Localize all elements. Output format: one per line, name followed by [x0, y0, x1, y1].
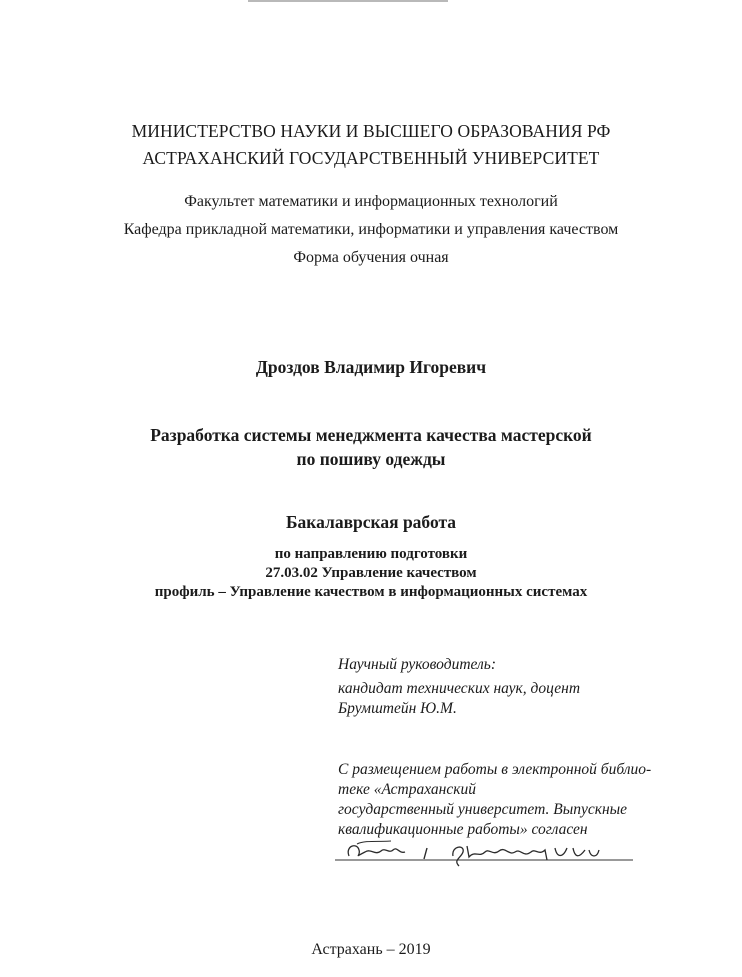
- city-year-footer: Астрахань – 2019: [311, 941, 431, 958]
- agreement-block: [338, 760, 658, 840]
- agreement-line1: С размещением работы в электронной библио-: [338, 761, 652, 778]
- agreement-line4: квалификационные работы» согласен: [338, 821, 588, 838]
- supervisor-name: Брумштейн Ю.М.: [338, 700, 457, 717]
- department-line: Кафедра прикладной математики, информатики и управления качеством: [123, 221, 619, 238]
- author-name: Дроздов Владимир Игоревич: [255, 357, 487, 377]
- supervisor-label: Научный руководитель:: [338, 656, 496, 673]
- faculty-line: Факультет математики и информационных технологий: [184, 193, 558, 210]
- thesis-title-line2: по пошиву одежды: [296, 449, 446, 469]
- direction-block: [0, 545, 742, 602]
- thesis-title-line1: Разработка системы менеджмента качества мастерской: [150, 425, 592, 445]
- agreement-line2: теке «Астраханский: [338, 781, 476, 798]
- institution-block: [0, 118, 742, 172]
- thesis-title: [0, 423, 742, 471]
- work-type: Бакалаврская работа: [285, 512, 457, 532]
- profile-line: профиль – Управление качеством в информационных системах: [154, 584, 588, 600]
- university-line: АСТРАХАНСКИЙ ГОСУДАРСТВЕННЫЙ УНИВЕРСИТЕТ: [142, 148, 600, 168]
- direction-code: 27.03.02 Управление качеством: [265, 565, 477, 581]
- handwritten-signature: [335, 836, 635, 870]
- ministry-line: МИНИСТЕРСТВО НАУКИ И ВЫСШЕГО ОБРАЗОВАНИЯ РФ: [131, 121, 611, 141]
- supervisor-degree: кандидат технических наук, доцент: [338, 680, 581, 697]
- supervisor-block: [338, 655, 658, 719]
- signature-area: [335, 836, 635, 870]
- direction-intro: по направлению подготовки: [274, 546, 468, 562]
- agreement-line3: государственный университет. Выпускные: [338, 801, 628, 818]
- scan-edge-line: [248, 0, 448, 2]
- study-form-line: Форма обучения очная: [293, 249, 449, 266]
- faculty-block: [0, 188, 742, 272]
